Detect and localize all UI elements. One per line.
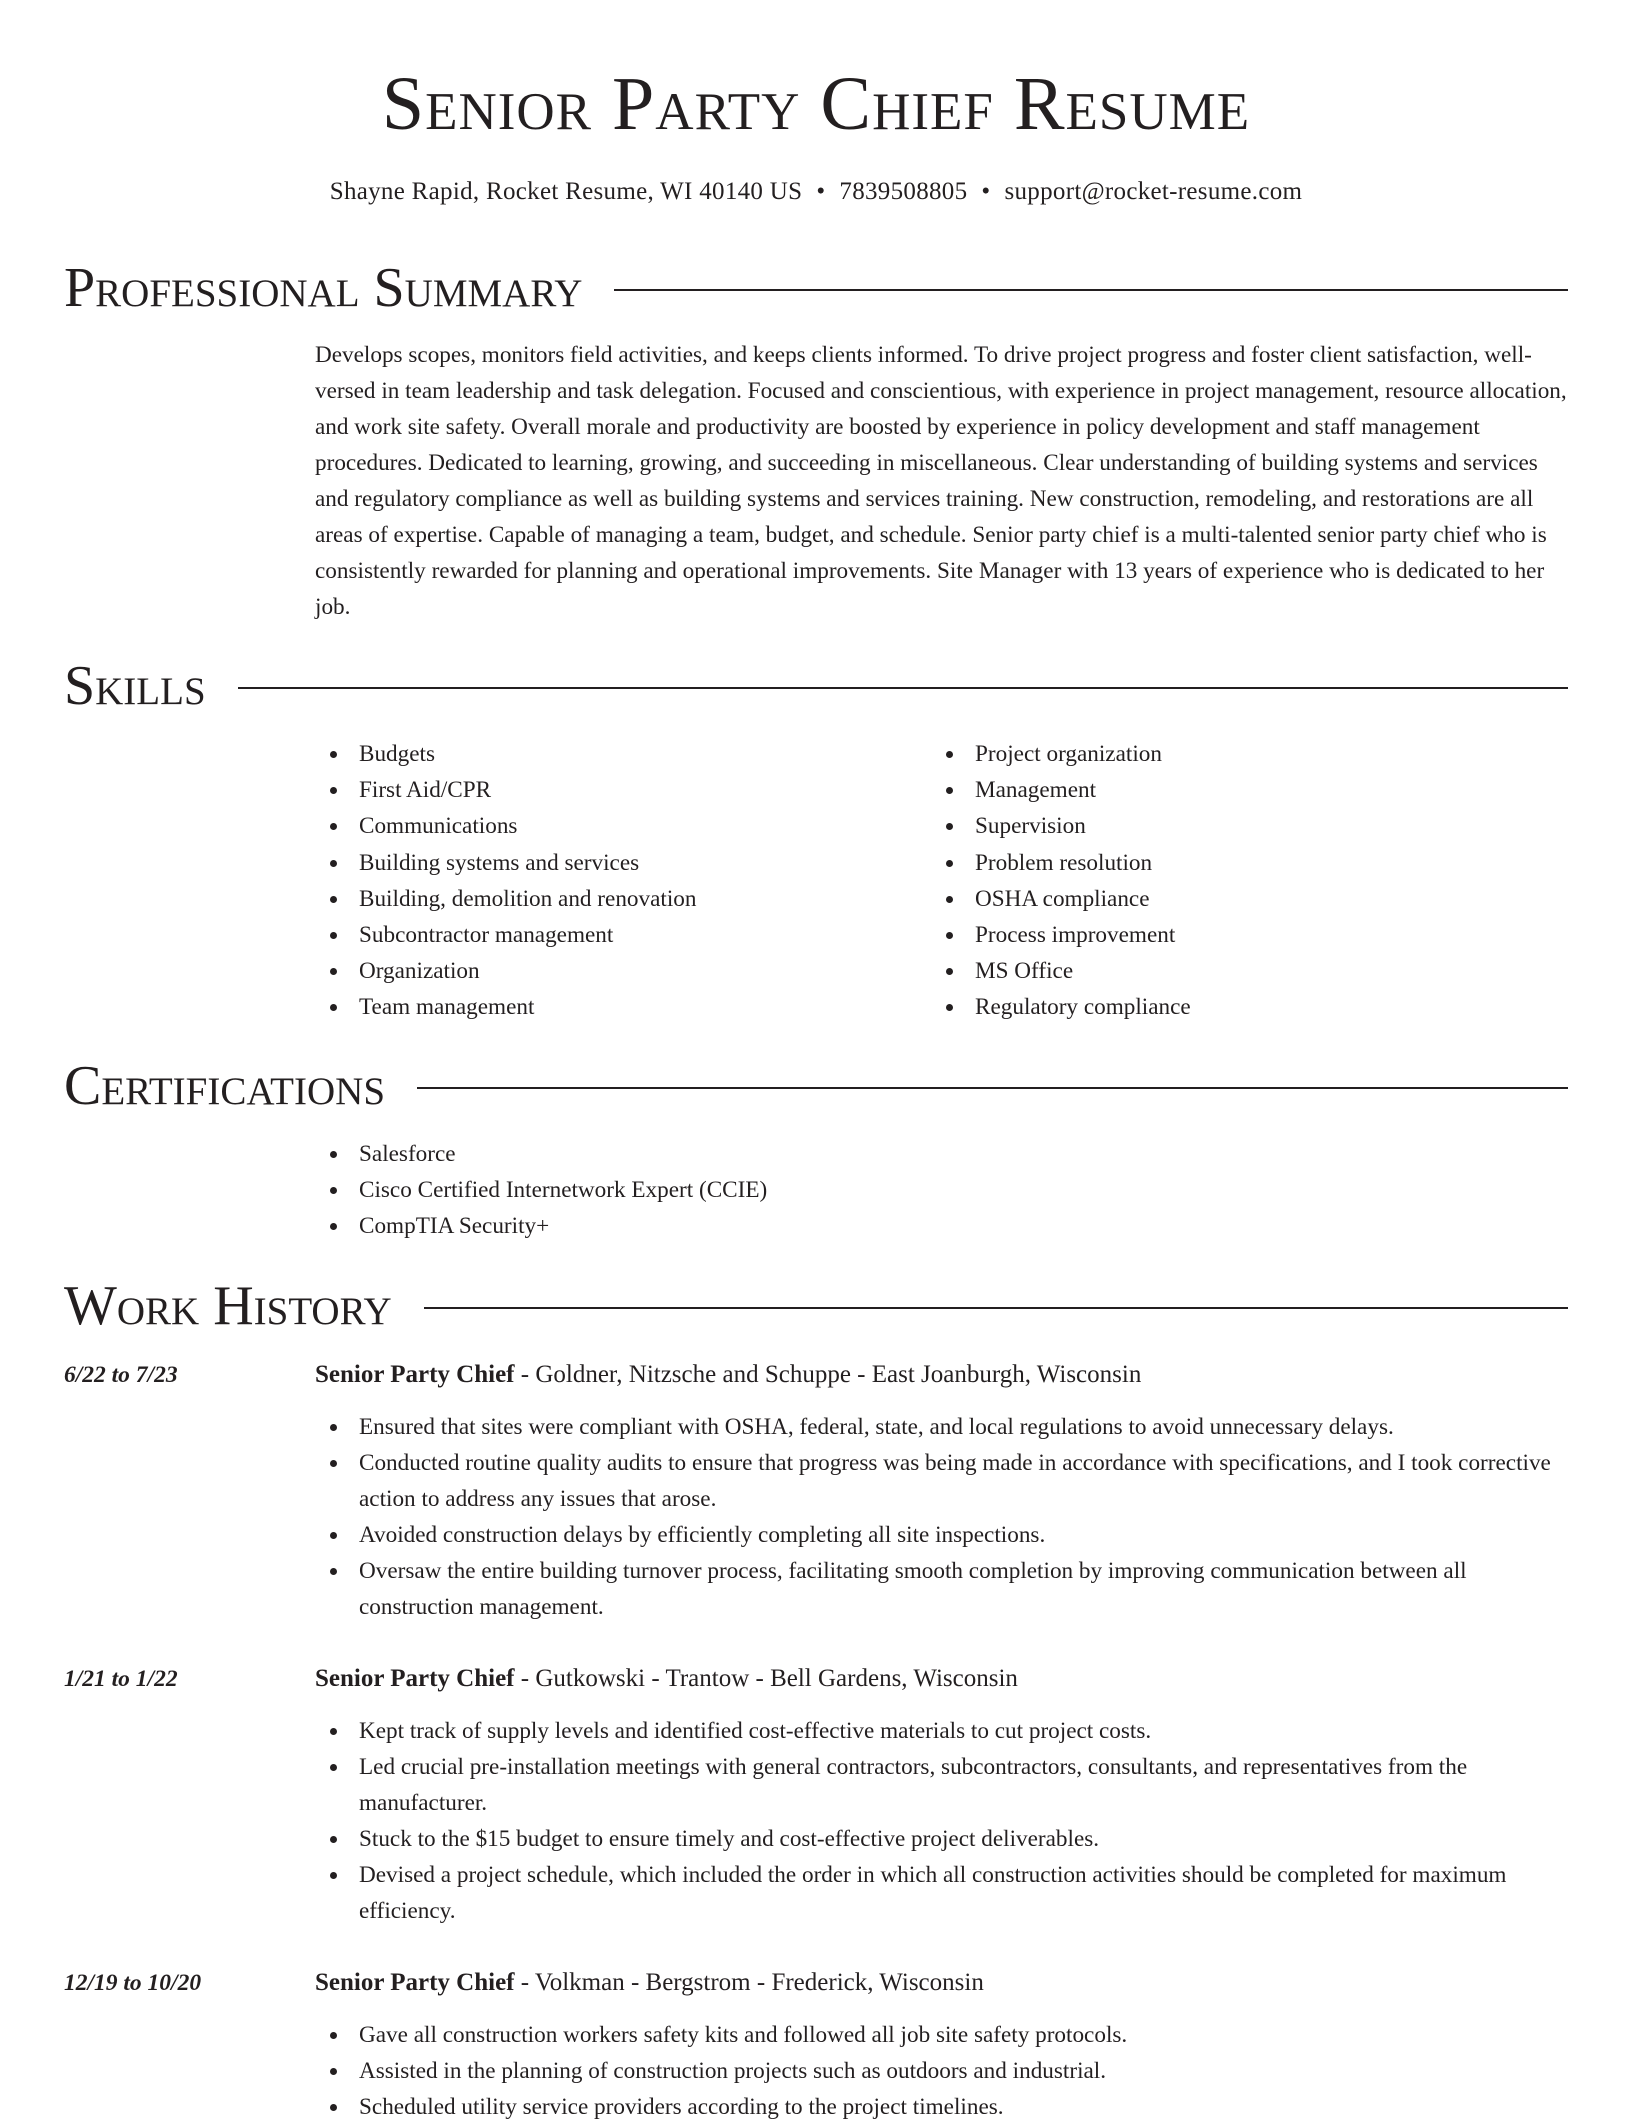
skill-item: Project organization [931,736,1561,772]
job-title: Senior Party Chief [315,1969,515,1996]
section-header-skills [64,656,1568,716]
section-title-summary: Professional Summary [64,257,583,319]
skill-item: Management [931,772,1561,808]
certification-item: CompTIA Security+ [315,1208,767,1244]
skills-list-left [315,736,915,1026]
skill-item: Subcontractor management [315,917,915,953]
job-heading [315,1357,1141,1393]
job-bullets [315,1713,1568,1929]
skill-item: OSHA compliance [931,881,1561,917]
job-bullet: Oversaw the entire building turnover process, facilitating smooth completion by improving communication between all construction management. [315,1553,1568,1625]
job-bullet: Kept track of supply levels and identified cost-effective materials to cut project costs. [315,1713,1568,1749]
job-bullets [315,2017,1568,2125]
resume-title: Senior Party Chief Resume [381,62,1251,146]
certification-item: Salesforce [315,1136,767,1172]
section-title-work-history: Work History [64,1275,392,1337]
skill-item: Problem resolution [931,845,1561,881]
job-employer: - Goldner, Nitzsche and Schuppe - East Joanburgh, Wisconsin [514,1361,1142,1388]
certifications-list [315,1136,767,1245]
skill-item: Regulatory compliance [931,989,1561,1025]
section-divider [614,289,1568,291]
job-title: Senior Party Chief [315,1361,515,1388]
contact-line [0,172,1632,212]
skill-item: Process improvement [931,917,1561,953]
section-header-summary [64,258,1568,318]
job-dates: 12/19 to 10/20 [64,1970,202,1996]
section-header-work-history [64,1276,1568,1336]
skills-list-right [931,736,1561,1026]
job-employer: - Gutkowski - Trantow - Bell Gardens, Wisconsin [514,1665,1018,1692]
job-bullet: Conducted routine quality audits to ensure that progress was being made in accordance with specifications, and I took corrective action to address any issues that arose. [315,1445,1568,1517]
job-bullet: Ensured that sites were compliant with OSHA, federal, state, and local regulations to avoid unnecessary delays. [315,1409,1568,1445]
contact-separator: • [981,178,991,205]
job-bullet: Devised a project schedule, which included the order in which all construction activities should be completed for maximum efficiency. [315,1857,1568,1929]
section-title-skills: Skills [64,655,206,717]
skill-item: Building systems and services [315,845,915,881]
section-header-certifications [64,1056,1568,1116]
job-bullet: Led crucial pre-installation meetings with general contractors, subcontractors, consultants, and representatives from the manufacturer. [315,1749,1568,1821]
contact-phone: 7839508805 [839,178,968,205]
job-bullet: Avoided construction delays by efficiently completing all site inspections. [315,1517,1568,1553]
job-heading [315,1661,1018,1697]
job-dates: 1/21 to 1/22 [64,1666,178,1692]
job-bullets [315,1409,1568,1625]
section-divider [424,1307,1568,1309]
skill-item: Communications [315,808,915,844]
job-bullet: Stuck to the $15 budget to ensure timely and cost-effective project deliverables. [315,1821,1568,1857]
skill-item: Team management [315,989,915,1025]
contact-email[interactable]: support@rocket-resume.com [1004,178,1303,205]
contact-separator: • [816,178,826,205]
section-title-certifications: Certifications [64,1055,386,1117]
job-bullet: Assisted in the planning of construction projects such as outdoors and industrial. [315,2053,1568,2089]
skill-item: Budgets [315,736,915,772]
skill-item: Building, demolition and renovation [315,881,915,917]
job-bullet: Gave all construction workers safety kits and followed all job site safety protocols. [315,2017,1568,2053]
section-divider [417,1087,1568,1089]
job-heading [315,1965,984,2001]
job-bullet: Scheduled utility service providers according to the project timelines. [315,2089,1568,2125]
contact-address: Shayne Rapid, Rocket Resume, WI 40140 US [329,178,803,205]
section-divider [238,687,1568,689]
job-dates: 6/22 to 7/23 [64,1362,178,1388]
skill-item: Organization [315,953,915,989]
summary-text: Develops scopes, monitors field activities, and keeps clients informed. To drive project progress and foster client satisfaction, well-versed in team leadership and task delegation. Focused and conscientious, with experience in project management, resource allocation, and work site safety. Overall morale and productivity are boosted by experience in policy development and staff management procedures. Dedicated to learning, growing, and succeeding in miscellaneous. Clear understanding of building systems and services and regulatory compliance as well as building systems and services training. New construction, remodeling, and restorations are all areas of expertise. Capable of managing a team, budget, and schedule. Senior party chief is a multi-talented senior party chief who is consistently rewarded for planning and operational improvements. Site Manager with 13 years of experience who is dedicated to her job. [315,342,1567,620]
skill-item: MS Office [931,953,1561,989]
certification-item: Cisco Certified Internetwork Expert (CCIE) [315,1172,767,1208]
job-employer: - Volkman - Bergstrom - Frederick, Wisconsin [514,1969,984,1996]
job-title: Senior Party Chief [315,1665,515,1692]
skill-item: First Aid/CPR [315,772,915,808]
skill-item: Supervision [931,808,1561,844]
